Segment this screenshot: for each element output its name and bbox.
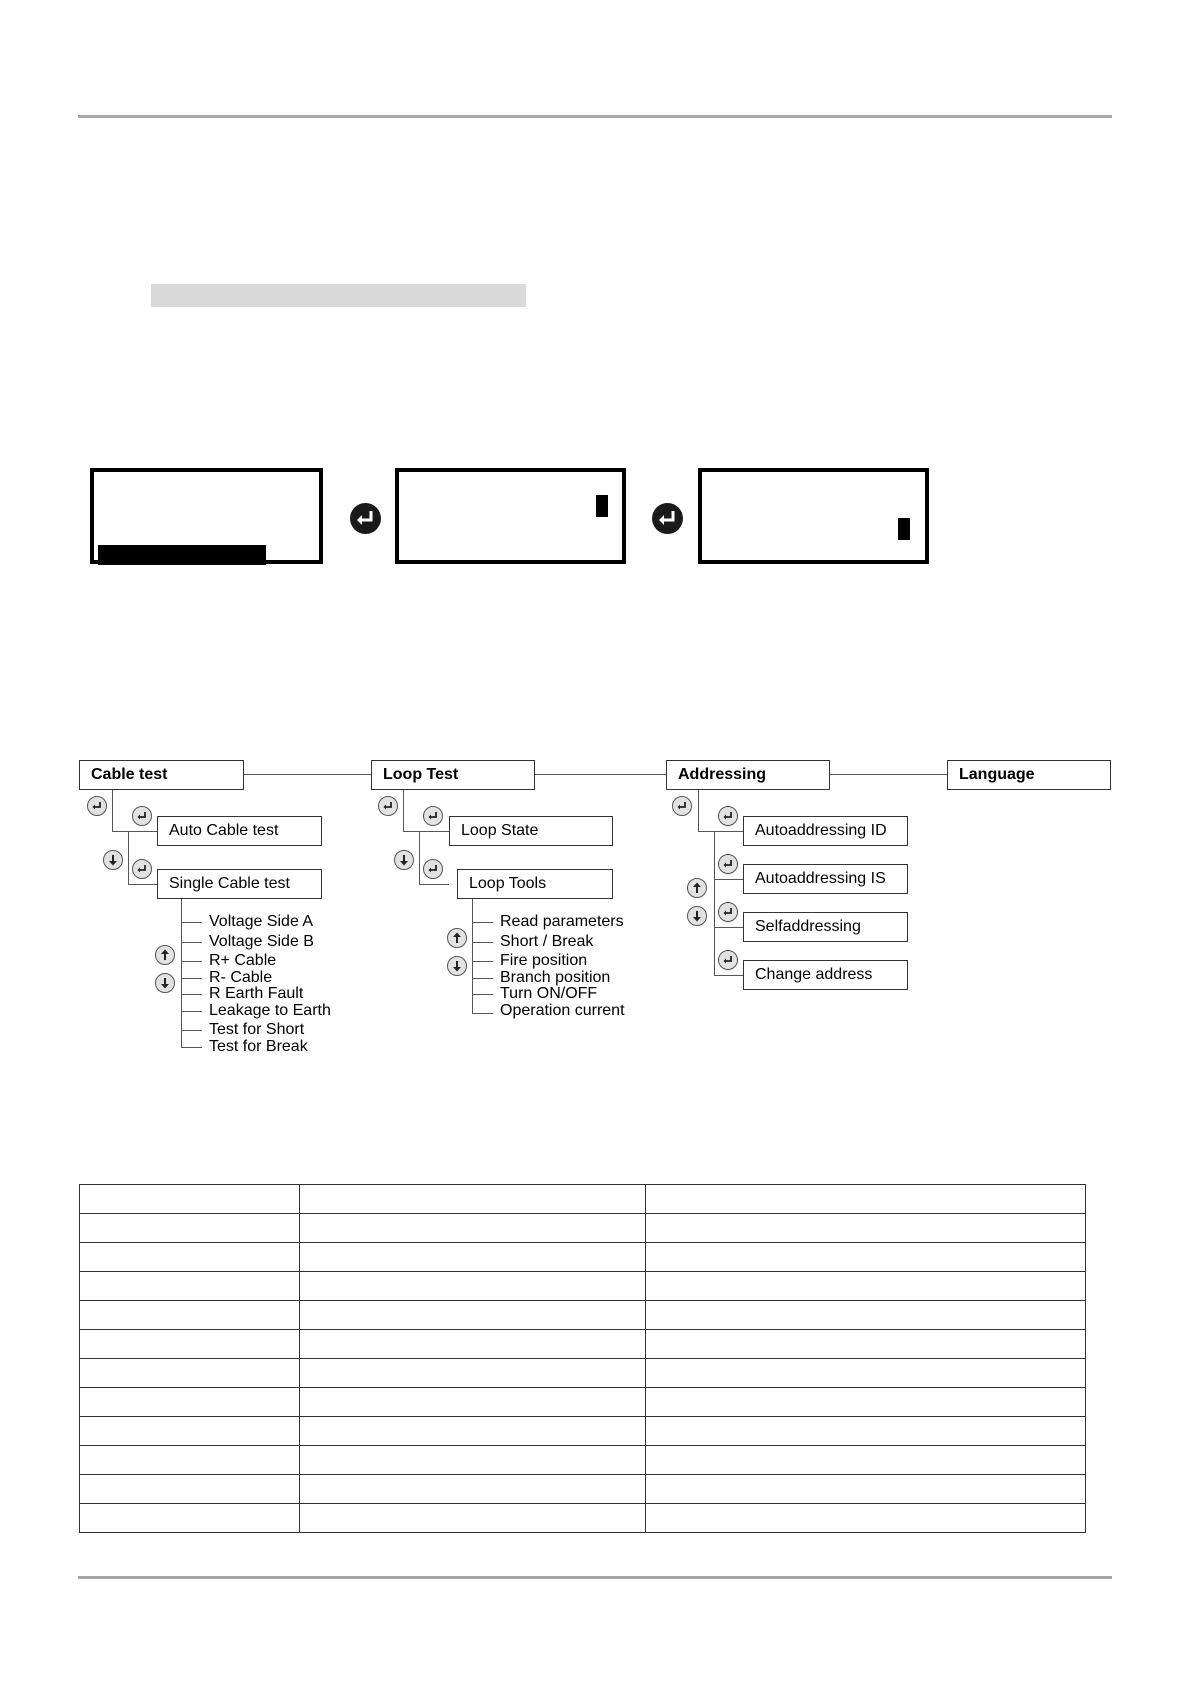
leaf-item: Test for Break [209,1038,308,1055]
table-cell [646,1446,1086,1475]
leaf-item: Fire position [500,952,588,969]
lcd-main-menu [90,468,323,564]
leaf-item: R Earth Fault [209,985,304,1002]
arrow-down-icon [394,850,414,870]
leaf-item: Branch position [500,969,611,986]
table-cell [300,1214,646,1243]
connector [714,927,743,928]
menu-addressing: Addressing [666,760,830,790]
connector [698,831,743,832]
table-row [80,1185,1086,1214]
table-cell [646,1504,1086,1533]
leaf-item: Leakage to Earth [209,1002,331,1019]
table-row [80,1214,1086,1243]
table-body [80,1185,1086,1533]
table-cell [300,1185,646,1214]
leaf-item: Voltage Side B [209,933,314,950]
arrow-down-icon [155,973,175,993]
enter-icon [423,806,443,826]
connector [472,922,493,923]
connector [181,978,202,979]
table-cell [80,1301,300,1330]
enter-icon [378,796,398,816]
table-cell [646,1475,1086,1504]
table-cell [80,1417,300,1446]
table-row [80,1272,1086,1301]
connector [419,884,449,885]
table-cell [80,1185,300,1214]
enter-icon [672,796,692,816]
connector [181,1047,202,1048]
enter-icon [718,854,738,874]
table-cell [300,1504,646,1533]
connector [403,831,449,832]
table-cell [646,1330,1086,1359]
connector [714,975,743,976]
leaf-item: Short / Break [500,933,594,950]
header-rule [78,115,1112,118]
leaf-item: Test for Short [209,1021,305,1038]
table-cell [80,1475,300,1504]
table-cell [646,1214,1086,1243]
connector [244,774,371,775]
enter-icon [423,859,443,879]
connector [419,831,420,884]
connector [830,774,947,775]
section-heading-highlight [151,284,526,307]
menu-cable-test: Cable test [79,760,244,790]
enter-icon [132,859,152,879]
table-cell [80,1330,300,1359]
table-cell [300,1446,646,1475]
table-cell [646,1359,1086,1388]
table-cell [80,1272,300,1301]
footer-rule [78,1576,1112,1579]
menu-single-cable-test: Single Cable test [157,869,322,899]
enter-icon [718,950,738,970]
table-row [80,1330,1086,1359]
connector [112,790,113,832]
menu-loop-tools: Loop Tools [457,869,613,899]
table-cell [80,1214,300,1243]
leaf-item: Voltage Side A [209,913,314,930]
connector [403,790,404,832]
menu-loop-test: Loop Test [371,760,535,790]
table-cell [300,1475,646,1504]
connector [472,978,493,979]
table-cell [300,1388,646,1417]
lcd-cursor [596,495,608,517]
connector [714,831,715,975]
enter-icon [718,806,738,826]
connector [181,994,202,995]
enter-icon [652,503,683,534]
menu-loop-state: Loop State [449,816,613,846]
lcd-submenu [395,468,626,564]
table-cell [300,1243,646,1272]
table-row [80,1504,1086,1533]
table-cell [300,1417,646,1446]
connector [128,884,157,885]
arrow-up-icon [447,928,467,948]
connector [472,961,493,962]
menu-autoaddressing-id: Autoaddressing ID [743,816,908,846]
connector [472,899,473,1014]
table-row [80,1475,1086,1504]
enter-icon [350,503,381,534]
connector [181,1011,202,1012]
menu-change-address: Change address [743,960,908,990]
connector [472,994,493,995]
menu-selfaddressing: Selfaddressing [743,912,908,942]
table-cell [300,1359,646,1388]
connector [535,774,666,775]
table-cell [80,1504,300,1533]
connector [181,1030,202,1031]
table-row [80,1417,1086,1446]
table-cell [646,1388,1086,1417]
table-cell [646,1301,1086,1330]
table-row [80,1446,1086,1475]
connector [181,942,202,943]
table-row [80,1388,1086,1417]
arrow-down-icon [447,956,467,976]
arrow-down-icon [103,850,123,870]
table-cell [80,1243,300,1272]
connector [181,922,202,923]
connector [714,879,743,880]
connector [128,831,129,884]
connector [112,831,157,832]
menu-language: Language [947,760,1111,790]
connector [472,942,493,943]
data-table [79,1184,1086,1533]
table-cell [80,1446,300,1475]
connector [181,961,202,962]
table-cell [80,1388,300,1417]
connector [472,1013,493,1014]
enter-icon [718,902,738,922]
table-row [80,1301,1086,1330]
lcd-cursor [898,518,910,540]
table-row [80,1243,1086,1272]
table-cell [300,1272,646,1301]
table-cell [646,1185,1086,1214]
menu-autoaddressing-is: Autoaddressing IS [743,864,908,894]
leaf-item: R- Cable [209,969,273,986]
leaf-item: Turn ON/OFF [500,985,598,1002]
arrow-up-icon [155,945,175,965]
leaf-item: Operation current [500,1002,625,1019]
table-cell [80,1359,300,1388]
leaf-item: R+ Cable [209,952,277,969]
table-cell [646,1417,1086,1446]
lcd-value [698,468,929,564]
enter-icon [132,806,152,826]
enter-icon [87,796,107,816]
table-row [80,1359,1086,1388]
connector [698,790,699,832]
menu-auto-cable-test: Auto Cable test [157,816,322,846]
table-cell [300,1330,646,1359]
arrow-up-icon [687,878,707,898]
table-cell [300,1301,646,1330]
lcd-selection-bar [98,545,266,565]
arrow-down-icon [687,906,707,926]
table-cell [646,1243,1086,1272]
leaf-item: Read parameters [500,913,624,930]
table-cell [646,1272,1086,1301]
